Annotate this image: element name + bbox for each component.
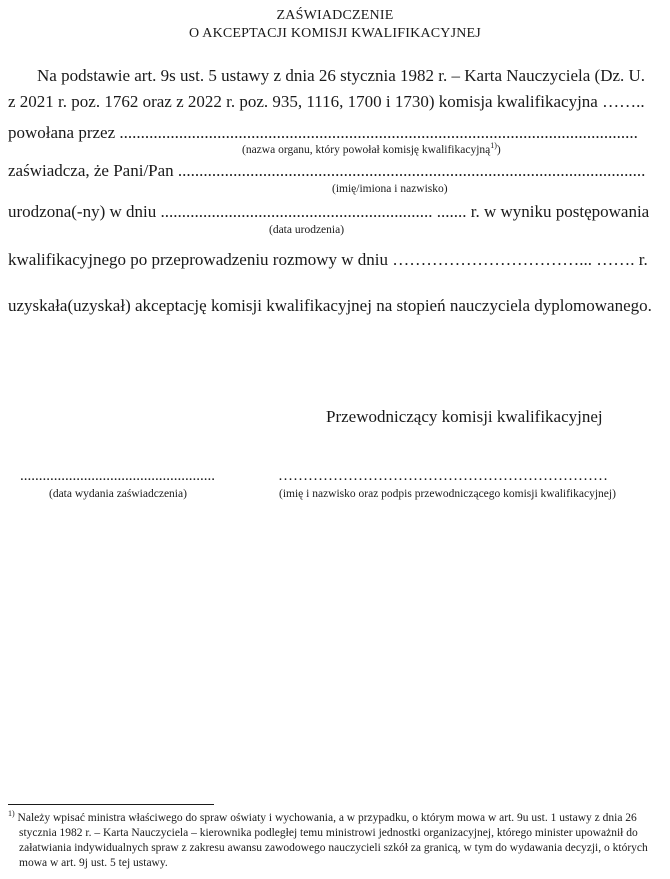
interview-date-line: kwalifikacyjnego po przeprowadzeniu rozmowy w dniu ……………………………... ……. r.: [8, 250, 648, 269]
document-subtitle: O AKCEPTACJI KOMISJI KWALIFIKACYJNEJ: [189, 26, 481, 41]
issue-date-dots: ....................................................: [20, 468, 215, 484]
footnote-ref: 1): [490, 141, 497, 151]
caption-issue-date: (data wydania zaświadczenia): [49, 488, 187, 500]
acceptance-line: uzyskała(uzyskał) akceptację komisji kwalifikacyjnej na stopień nauczyciela dyplomowanego.: [8, 296, 652, 315]
caption-organ-close: ): [496, 144, 501, 156]
chair-signature-dots: …………………………………………………………: [278, 468, 608, 484]
caption-organ-text: (nazwa organu, który powołał komisję kwalifikacyjną: [242, 144, 491, 156]
document-title: ZAŚWIADCZENIE: [276, 8, 394, 23]
body-line-2: z 2021 r. poz. 1762 oraz z 2022 r. poz. 935, 1116, 1700 i 1730) komisja kwalifikacyjna ……..: [8, 92, 645, 111]
footnote-text: Należy wpisać ministra właściwego do spraw oświaty i wychowania, a w przypadku, o którym mowa w art. 9u ust. 1 ustawy z dnia 26 stycznia 1982 r. – Karta Nauczyciela – kierownika podległej temu ministrowi jednostki organizacyjnej, którego minister upoważnił do załatwiania indywidualnych spraw z zakresu awansu zawodowego nauczycieli szkół za granicą, w tym do wydawania decyzji, o których mowa w art. 9j ust. 5 tej ustawy.: [17, 812, 648, 869]
birth-date-line: urodzona(-ny) w dniu ................................................................ ....... r. w wyniku postępowania: [8, 202, 650, 221]
caption-chair-signature: (imię i nazwisko oraz podpis przewodniczącego komisji kwalifikacyjnej): [279, 488, 616, 500]
footnote-marker: 1): [8, 809, 15, 819]
body-line-1: Na podstawie art. 9s ust. 5 ustawy z dnia 26 stycznia 1982 r. – Karta Nauczyciela (Dz. U.: [37, 66, 646, 85]
footnote-separator: [8, 804, 214, 805]
certifies-line: zaświadcza, że Pani/Pan ..............................................................................................................: [8, 161, 646, 180]
caption-birth-date: (data urodzenia): [269, 224, 345, 236]
caption-name: (imię/imiona i nazwisko): [332, 183, 448, 195]
footnote: [8, 811, 664, 871]
caption-organ: [242, 141, 501, 156]
appointed-by-line: powołana przez ..........................................................................................................................: [8, 123, 638, 142]
chair-title: Przewodniczący komisji kwalifikacyjnej: [326, 407, 603, 426]
